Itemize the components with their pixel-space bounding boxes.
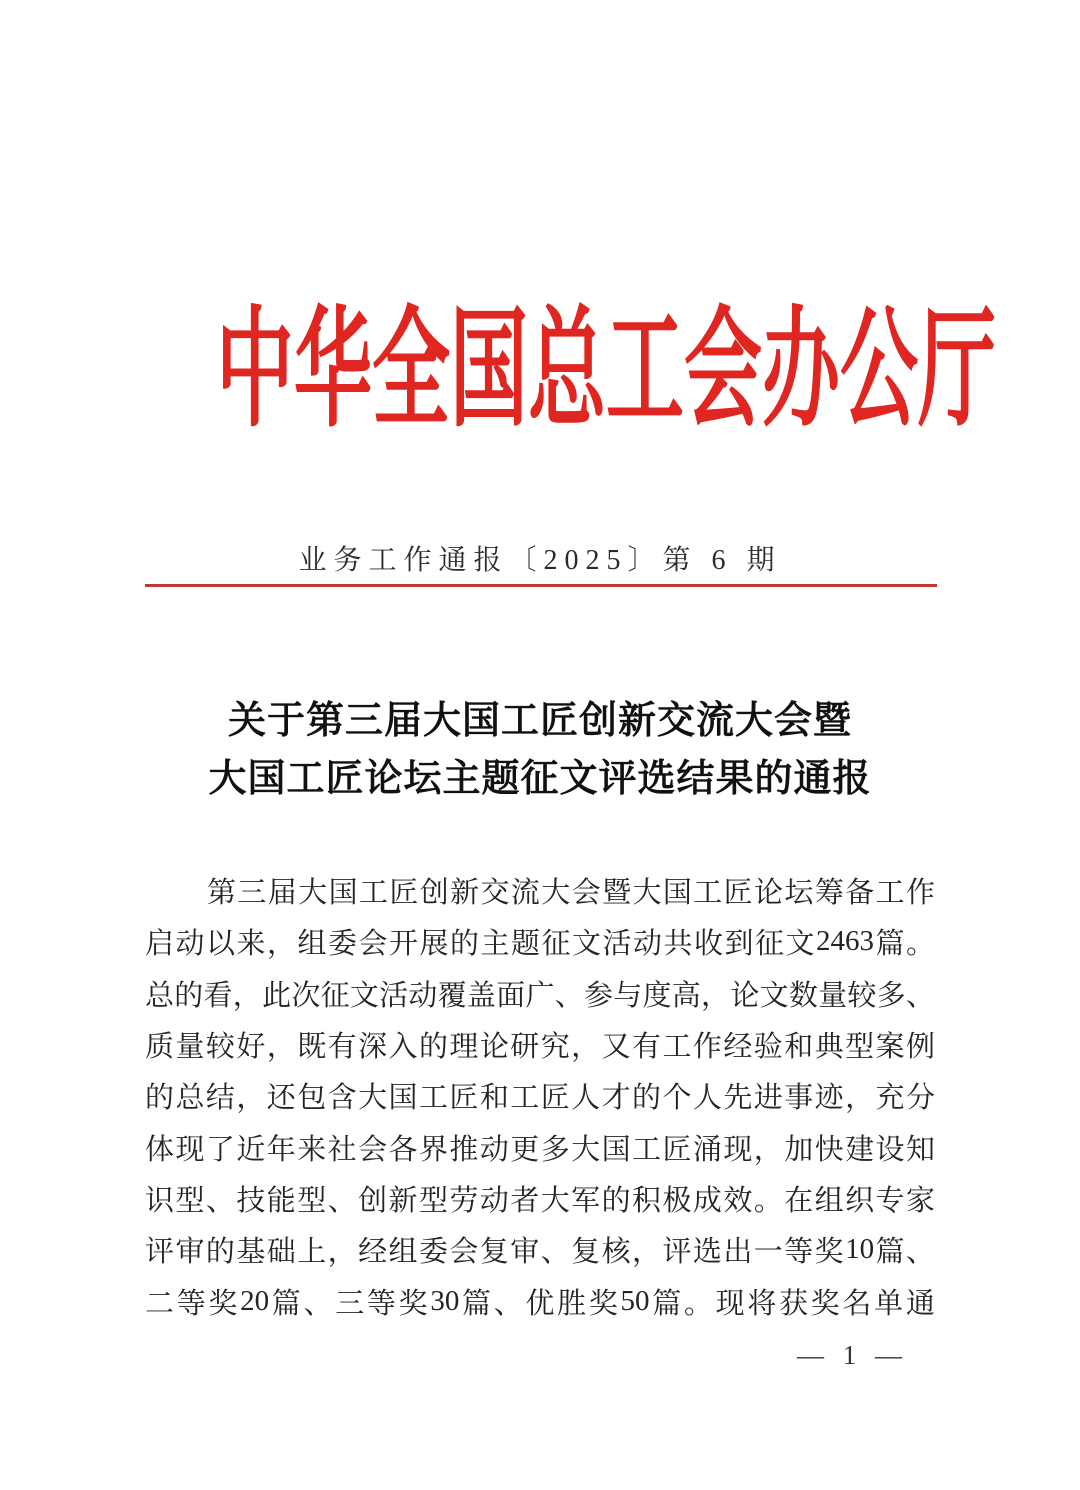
body-line: 质 量 较 好 ， 既 有 深 入 的 理 论 研 究 ， 又 有 工 作 经 验 和 典 型 案 例 [145,1031,935,1064]
body-line: 总 的 看 ， 此 次 征 文 活 动 覆 盖 面 广 、 参 与 度 高 ， 论 文 数 量 较 多 、 [145,979,935,1012]
body-paragraph [145,865,935,1327]
body-line: 评 审 的 基 础 上 ， 经 组 委 会 复 审 、 复 核 ， 评 选 出 一 等 奖 10 篇 、 [145,1233,935,1269]
issue-number-line: 业务工作通报〔2025〕第 6 期 [298,545,782,576]
document-title [0,692,1080,808]
org-header-title: 中华全国总工会办公厅 [216,299,997,443]
body-line: 的 总 结 ， 还 包 含 大 国 工 匠 和 工 匠 人 才 的 个 人 先 进 事 迹 ， 充 分 [145,1082,935,1115]
document-title-line1: 关于第三届大国工匠创新交流大会暨 [227,700,852,742]
body-line: 识 型 、 技 能 型 、 创 新 型 劳 动 者 大 军 的 积 极 成 效 。 在 组 织 专 家 [145,1184,935,1217]
page-number: — 1 — [797,1340,908,1370]
document-title-line2: 大国工匠论坛主题征文评选结果的通报 [208,758,872,800]
body-line: 第 三 届 大 国 工 匠 创 新 交 流 大 会 暨 大 国 工 匠 论 坛 筹 备 工 作 [207,877,935,910]
body-line: 二 等 奖 20 篇 、 三 等 奖 30 篇 、 优 胜 奖 50 篇 。 现 将 获 奖 名 单 通 [145,1284,935,1320]
body-line: 体 现 了 近 年 来 社 会 各 界 推 动 更 多 大 国 工 匠 涌 现 ， 加 快 建 设 知 [145,1133,935,1166]
red-header-rule [145,584,937,587]
body-line: 启 动 以 来 ， 组 委 会 开 展 的 主 题 征 文 活 动 共 收 到 征 文 2463 篇 。 [145,925,935,961]
